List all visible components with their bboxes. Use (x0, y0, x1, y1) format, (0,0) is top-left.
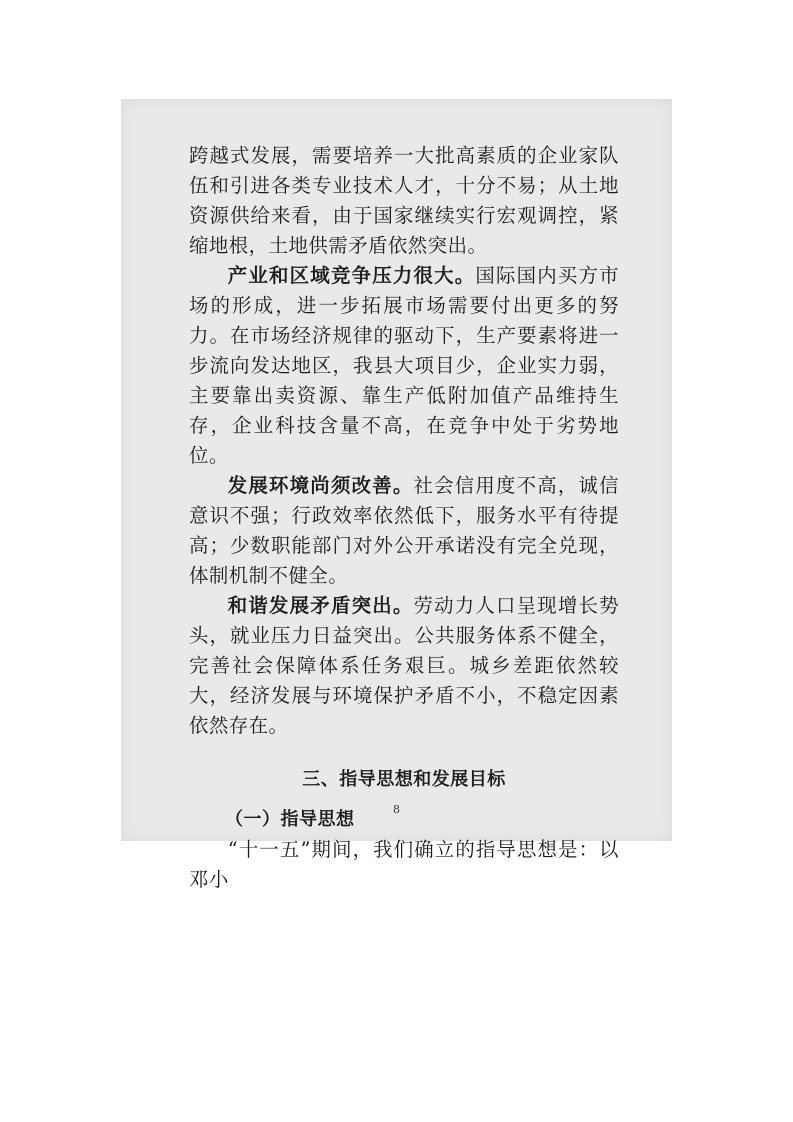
page-number: 8 (393, 803, 400, 816)
page-body (189, 141, 619, 895)
paragraph-industry-competition (189, 261, 619, 471)
paragraph-text: 跨越式发展，需要培养一大批高素质的企业家队伍和引进各类专业技术人才，十分不易；从土地资源供给来看，由于国家继续实行宏观调控，紧缩地根，土地供需矛盾依然突出。 (189, 144, 619, 257)
paragraph-lead: 发展环境尚须改善。 (227, 474, 414, 497)
paragraph-environment (189, 471, 619, 591)
subsection-heading: （一）指导思想 (225, 809, 355, 830)
paragraph-continuation (189, 141, 619, 261)
paragraph-harmony (189, 591, 619, 741)
paragraph-lead: 产业和区域竞争压力很大。 (227, 264, 476, 287)
paragraph-text: 国际国内买方市场的形成，进一步拓展市场需要付出更多的努力。在市场经济规律的驱动下，生产要素将进一步流向发达地区，我县大项目少，企业实力弱，主要靠出卖资源、靠生产低附加值产品维持生存，企业科技含量不高，在竞争中处于劣势地位。 (189, 264, 620, 467)
paragraph-text: 劳动力人口呈现增长势头，就业压力日益突出。公共服务体系不健全，完善社会保障体系任务艰巨。城乡差距依然较大，经济发展与环境保护矛盾不小，不稳定因素依然存在。 (189, 594, 619, 737)
paragraph-text: 社会信用度不高，诚信意识不强；行政效率依然低下，服务水平有待提高；少数职能部门对外公开承诺没有完全兑现，体制机制不健全。 (189, 474, 619, 587)
scanned-page (121, 99, 672, 891)
section-heading: 三、指导思想和发展目标 (302, 769, 506, 790)
paragraph-lead: 和谐发展矛盾突出。 (227, 594, 414, 617)
closing-paragraph: “十一五”期间，我们确立的指导思想是：以邓小 (189, 838, 619, 891)
